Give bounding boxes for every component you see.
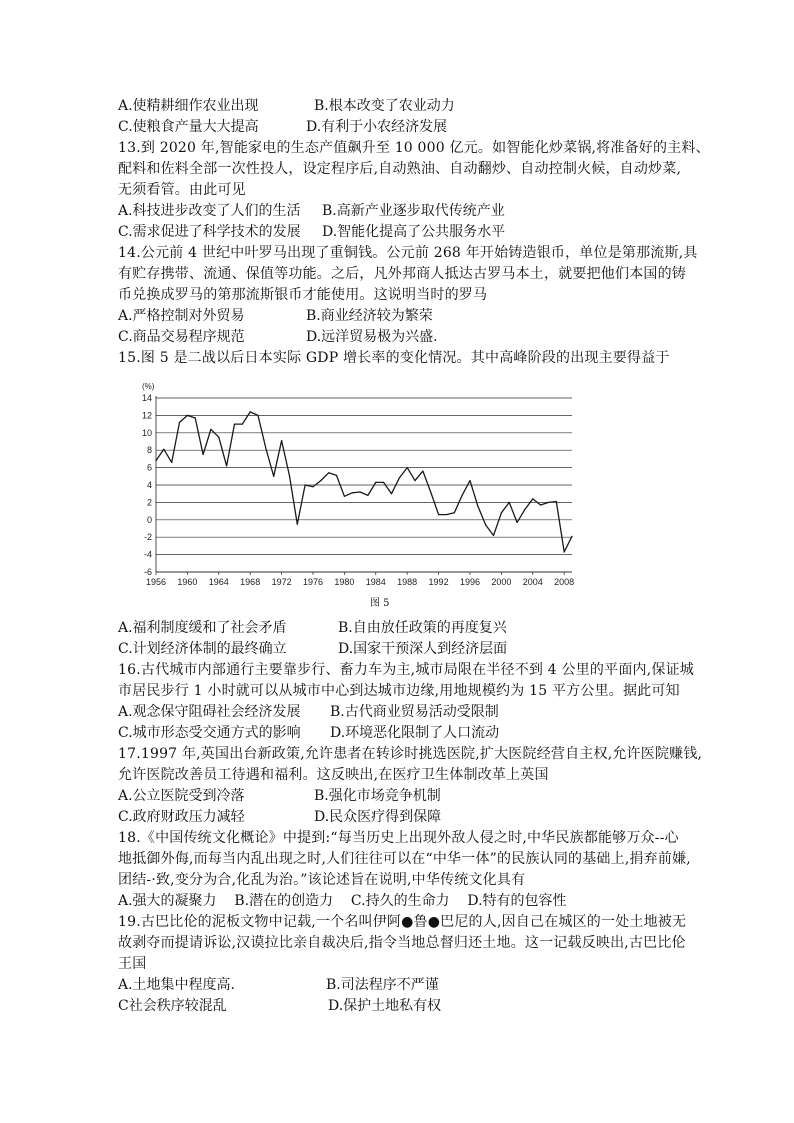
q13-option-b[interactable]: B.高新产业逐步取代传统产业 bbox=[322, 203, 505, 219]
q14-option-a[interactable]: A.严格控制对外贸易 bbox=[118, 308, 245, 324]
data-point bbox=[210, 429, 211, 430]
data-point bbox=[273, 476, 274, 477]
data-point bbox=[226, 465, 227, 466]
chart-gridlines bbox=[156, 398, 572, 572]
y-tick-label: 14 bbox=[141, 393, 152, 403]
y-axis-label: (%) bbox=[142, 382, 155, 391]
data-point bbox=[320, 480, 321, 481]
q13-option-c[interactable]: C.需求促进了科学技术的发展 bbox=[118, 224, 301, 240]
data-point bbox=[265, 448, 266, 449]
x-tick-label: 1960 bbox=[177, 577, 198, 587]
data-point bbox=[195, 417, 196, 418]
data-point bbox=[391, 493, 392, 494]
q14-option-d[interactable]: D.远洋贸易极为兴盛. bbox=[306, 329, 438, 345]
gdp-chart-svg bbox=[128, 378, 588, 610]
data-point bbox=[564, 551, 565, 552]
data-point bbox=[352, 492, 353, 493]
data-point bbox=[155, 460, 156, 461]
data-point bbox=[438, 514, 439, 515]
q16-option-b[interactable]: B.古代商业贸易活动受限制 bbox=[330, 704, 499, 720]
data-point bbox=[312, 486, 313, 487]
data-point bbox=[203, 454, 204, 455]
data-point bbox=[485, 524, 486, 525]
data-point bbox=[509, 502, 510, 503]
q13-stem-line-3: 无须看管。由此可见 bbox=[118, 182, 246, 198]
x-tick-label: 1976 bbox=[302, 577, 323, 587]
data-point bbox=[336, 475, 337, 476]
x-tick-label: 2000 bbox=[491, 577, 512, 587]
q18-stem-line-1: 18.《中国传统文化概论》中提到:“每当历史上出现外敌人侵之时,中华民族都能够万众--心 bbox=[118, 830, 679, 846]
q19-option-a[interactable]: A.土地集中程度高. bbox=[118, 977, 236, 993]
data-point bbox=[250, 411, 251, 412]
y-tick-label: 6 bbox=[146, 462, 152, 473]
data-point bbox=[163, 449, 164, 450]
data-point bbox=[540, 504, 541, 505]
q18-stem-line-2: 地抵御外侮,而每当内乱出现之时,人们往往可以在“中华一体”的民族认同的基础上,捐弃前嫌, bbox=[118, 851, 691, 867]
data-point bbox=[548, 502, 549, 503]
y-tick-label: 2 bbox=[146, 497, 152, 508]
q12-option-c[interactable]: C.使粮食产量大大提高 bbox=[118, 119, 259, 135]
data-point bbox=[477, 505, 478, 506]
q19-stem-line-2: 故剥夺而提请诉讼,汉谟拉比亲自裁决后,指令当地总督归还土地。这一记载反映出,古巴比伦 bbox=[118, 935, 686, 951]
chart-tick-labels bbox=[142, 382, 574, 587]
q13-stem-line-1: 13.到 2020 年,智能家电的生态产值飙升至 10 000 亿元。如智能化炒菜锅,将准备好的主料、 bbox=[118, 140, 710, 156]
q16-option-d[interactable]: D.环境恶化限制了人口流动 bbox=[330, 725, 500, 741]
data-point bbox=[360, 491, 361, 492]
q17-option-b[interactable]: B.强化市场竞争机制 bbox=[314, 788, 441, 804]
q17-option-d[interactable]: D.民众医疗得到保障 bbox=[314, 809, 442, 825]
q14-stem-line-3: 币兑换成罗马的第那流斯银币才能使用。这说明当时的罗马 bbox=[118, 287, 488, 303]
data-point bbox=[281, 440, 282, 441]
q12-option-b[interactable]: B.根本改变了农业动力 bbox=[314, 98, 455, 114]
data-point bbox=[179, 422, 180, 423]
q14-option-b[interactable]: B.商业经济较为繁荣 bbox=[306, 308, 433, 324]
q17-stem-line-2: 允许医院改善员工待遇和福利。这反映出,在医疗卫生体制改革上英国 bbox=[118, 767, 549, 783]
data-point bbox=[469, 480, 470, 481]
q17-stem-line-1: 17.1997 年,英国出台新政策,允许患者在转诊时挑选医院,扩大医院经营自主权,允许医院赚钱, bbox=[118, 746, 703, 762]
data-point bbox=[517, 522, 518, 523]
y-tick-label: 10 bbox=[141, 427, 152, 438]
x-tick-label: 1972 bbox=[271, 577, 292, 587]
q16-stem-line-2: 市居民步行 1 小时就可以从城市中心到达城市边缘,用地规模约为 15 平方公里。据此可知 bbox=[118, 683, 680, 699]
q16-option-c[interactable]: C.城市形态受交通方式的影响 bbox=[118, 725, 301, 741]
data-point bbox=[305, 484, 306, 485]
q12-option-a[interactable]: A.使精耕细作农业出现 bbox=[118, 98, 259, 114]
data-point bbox=[446, 514, 447, 515]
q16-option-a[interactable]: A.观念保守阻碍社会经济发展 bbox=[118, 704, 301, 720]
y-tick-label: 4 bbox=[146, 480, 152, 490]
x-tick-label: 1956 bbox=[145, 577, 167, 587]
data-point bbox=[328, 472, 329, 473]
data-point bbox=[234, 424, 235, 425]
y-tick-label: 0 bbox=[146, 514, 152, 525]
q15-option-b[interactable]: B.自由放任政策的再度复兴 bbox=[338, 620, 507, 636]
data-point bbox=[297, 524, 298, 525]
data-point bbox=[571, 536, 572, 537]
data-point bbox=[462, 495, 463, 496]
q18-options[interactable]: A.强大的凝聚力 B.潜在的创造力 C.持久的生命力 D.特有的包容性 bbox=[118, 893, 567, 909]
x-tick-label: 2004 bbox=[522, 577, 543, 587]
data-point bbox=[414, 480, 415, 481]
data-point bbox=[289, 475, 290, 476]
data-point bbox=[556, 501, 557, 502]
data-point bbox=[218, 437, 219, 438]
q19-option-c[interactable]: C社会秩序较混乱 bbox=[118, 998, 227, 1014]
data-point bbox=[524, 509, 525, 510]
data-point bbox=[493, 535, 494, 536]
q19-stem-line-1: 19.古巴比伦的泥板文物中记载,一个名叫伊阿●鲁●巴尼的人,因自己在城区的一处土地被无 bbox=[118, 914, 687, 930]
data-point bbox=[383, 482, 384, 483]
q19-option-b[interactable]: B.司法程序不严谨 bbox=[326, 977, 439, 993]
x-tick-label: 1988 bbox=[397, 577, 418, 587]
q15-option-c[interactable]: C.计划经济体制的最终确立 bbox=[118, 641, 287, 657]
q14-stem-line-2: 有贮存携带、流通、保值等功能。之后，凡外邦商人抵达古罗马本土，就要把他们本国的铸 bbox=[118, 266, 686, 282]
q16-stem-line-1: 16.古代城市内部通行主要靠步行、畜力车为主,城市局限在半径不到 4 公里的平面内,保证城 bbox=[118, 662, 694, 678]
y-tick-label: 12 bbox=[141, 410, 152, 421]
y-tick-label: 8 bbox=[146, 445, 152, 456]
q15-option-a[interactable]: A.福利制度缓和了社会矛盾 bbox=[118, 620, 287, 636]
gdp-growth-chart bbox=[128, 378, 588, 610]
chart-axes bbox=[156, 396, 572, 575]
q17-option-a[interactable]: A.公立医院受到冷落 bbox=[118, 788, 245, 804]
q13-option-a[interactable]: A.科技进步改变了人们的生活 bbox=[118, 203, 301, 219]
q15-option-d[interactable]: D.国家干预深人到经济层面 bbox=[338, 641, 508, 657]
q19-option-d[interactable]: D.保护土地私有权 bbox=[328, 998, 442, 1014]
data-point bbox=[187, 415, 188, 416]
x-tick-label: 1980 bbox=[334, 577, 355, 587]
q15-stem-line: 15.图 5 是二战以后日本实际 GDP 增长率的变化情况。其中高峰阶段的出现主要得益于 bbox=[118, 350, 670, 366]
q14-option-c[interactable]: C.商品交易程序规范 bbox=[118, 329, 245, 345]
figure-caption: 图 5 bbox=[370, 598, 390, 609]
q13-option-d[interactable]: D.智能化提高了公共服务水平 bbox=[322, 224, 506, 240]
data-point bbox=[422, 471, 423, 472]
y-tick-label: -6 bbox=[143, 567, 152, 577]
data-point bbox=[430, 491, 431, 492]
q14-stem-line-1: 14.公元前 4 世纪中叶罗马出现了重铜钱。公元前 268 年开始铸造银币，单位是第那流斯,具 bbox=[118, 245, 698, 261]
q17-option-c[interactable]: C.政府财政压力减轻 bbox=[118, 809, 245, 825]
x-tick-label: 1996 bbox=[459, 577, 480, 587]
data-point bbox=[501, 512, 502, 513]
q12-option-d[interactable]: D.有利于小农经济发展 bbox=[306, 119, 448, 135]
x-tick-label: 1984 bbox=[365, 577, 386, 587]
data-point bbox=[242, 424, 243, 425]
x-tick-label: 2008 bbox=[554, 577, 575, 587]
data-point bbox=[257, 415, 258, 416]
q19-stem-line-3: 王国 bbox=[118, 956, 147, 972]
q13-stem-line-2: 配料和佐料全部一次性投人，设定程序后,自动熟油、自动翻炒、自动控制火候，自动炒菜, bbox=[118, 161, 682, 177]
q18-stem-line-3: 团结-·致,变分为合,化乱为治。”该论述旨在说明,中华传统文化具有 bbox=[118, 872, 526, 888]
y-tick-label: -4 bbox=[143, 549, 152, 560]
data-point bbox=[344, 496, 345, 497]
x-tick-label: 1992 bbox=[428, 577, 449, 587]
data-point bbox=[399, 477, 400, 478]
data-point bbox=[532, 498, 533, 499]
data-point bbox=[454, 512, 455, 513]
data-point bbox=[367, 495, 368, 496]
x-tick-label: 1964 bbox=[208, 577, 229, 587]
x-tick-label: 1968 bbox=[240, 577, 261, 587]
data-point bbox=[171, 462, 172, 463]
data-point bbox=[407, 467, 408, 468]
y-tick-label: -2 bbox=[143, 532, 152, 543]
data-point bbox=[375, 482, 376, 483]
